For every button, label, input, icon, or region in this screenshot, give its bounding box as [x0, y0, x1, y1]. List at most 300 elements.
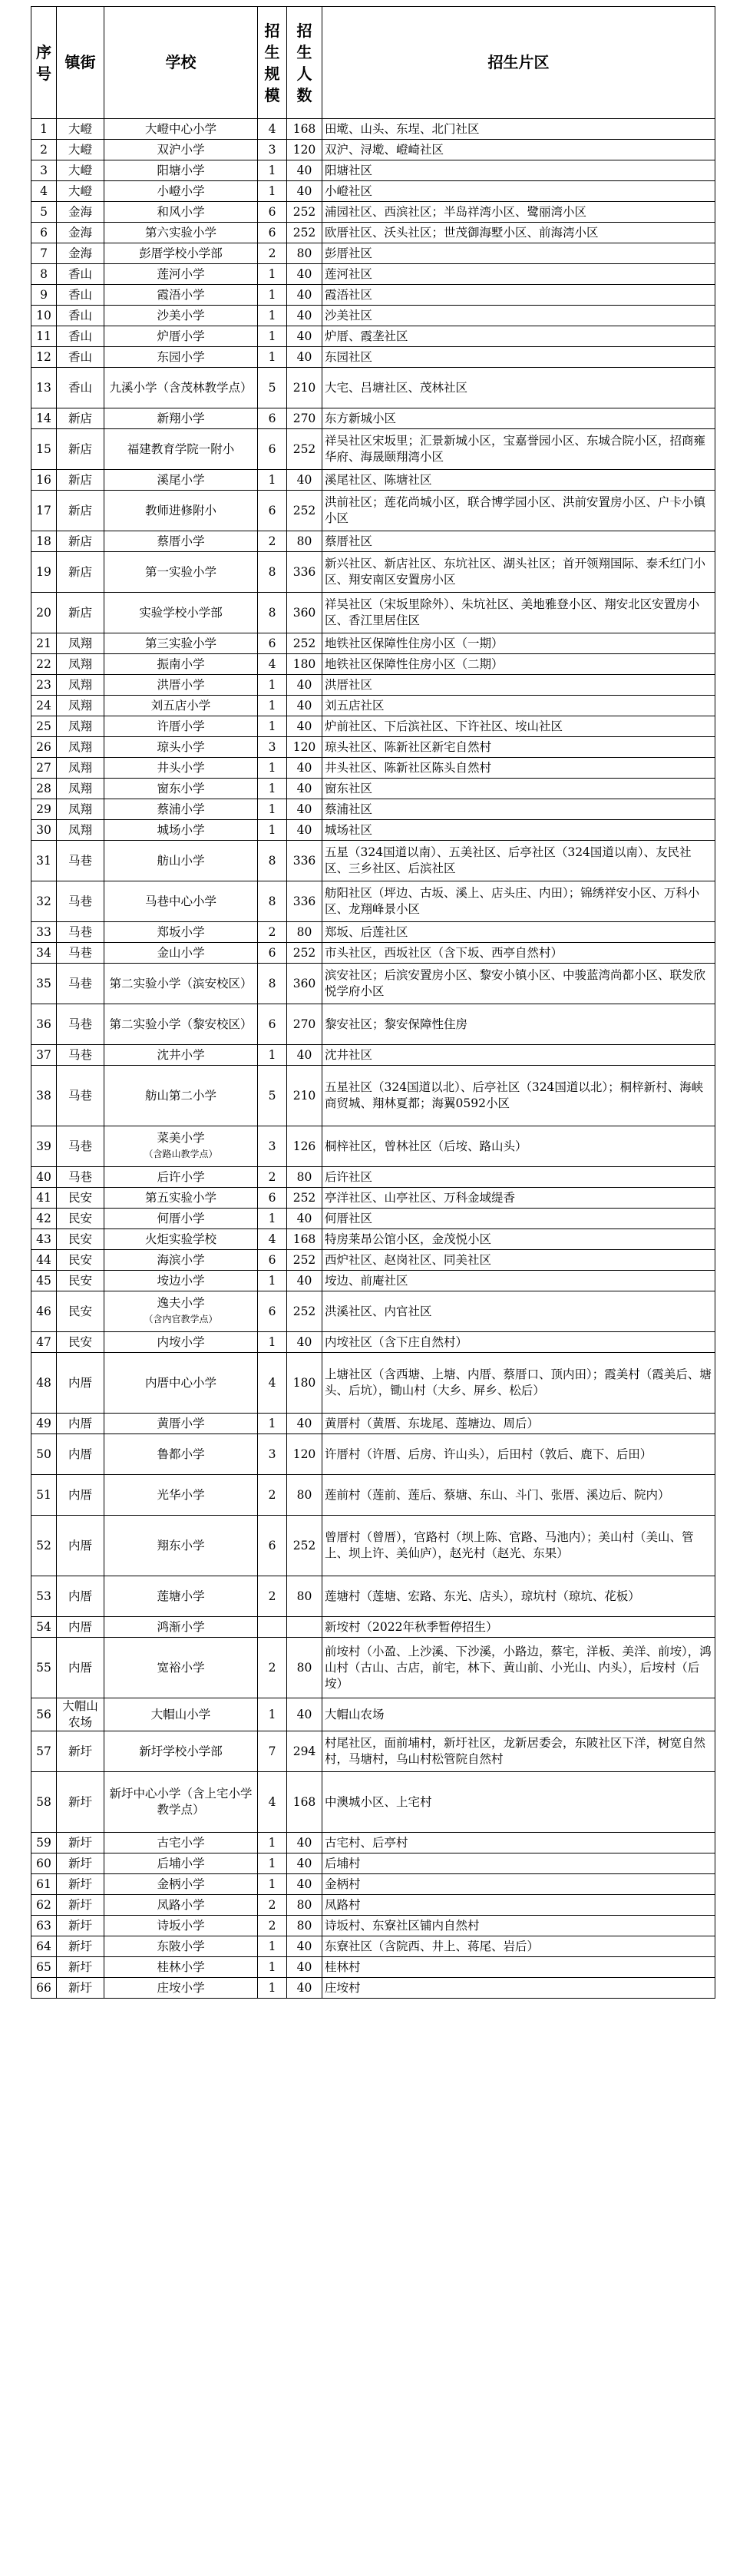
row-no: 34	[31, 943, 57, 964]
row-area: 地铁社区保障性住房小区（二期）	[322, 654, 715, 675]
row-no: 3	[31, 160, 57, 181]
row-school: 彭厝学校小学部	[104, 243, 258, 264]
table-row	[31, 285, 715, 306]
row-count: 252	[287, 943, 322, 964]
row-school: 垵边小学	[104, 1271, 258, 1291]
table-row	[31, 1209, 715, 1229]
row-count: 210	[287, 368, 322, 408]
row-count: 252	[287, 202, 322, 223]
row-area: 垵边、前庵社区	[322, 1271, 715, 1291]
row-no: 35	[31, 964, 57, 1004]
row-school: 黄厝小学	[104, 1414, 258, 1434]
row-area: 欧厝社区、沃头社区；世茂御海墅小区、前海湾小区	[322, 223, 715, 243]
row-scale: 8	[258, 964, 287, 1004]
row-no: 27	[31, 758, 57, 779]
table-row	[31, 1978, 715, 1999]
row-area: 古宅村、后亭村	[322, 1833, 715, 1853]
row-count: 252	[287, 633, 322, 654]
table-body	[31, 119, 715, 1999]
row-school: 九溪小学（含茂林教学点）	[104, 368, 258, 408]
row-count: 270	[287, 408, 322, 429]
row-scale: 1	[258, 264, 287, 285]
row-no: 22	[31, 654, 57, 675]
row-school: 古宅小学	[104, 1833, 258, 1853]
table-row	[31, 799, 715, 820]
row-school: 窗东小学	[104, 779, 258, 799]
row-school: 新圩学校小学部	[104, 1731, 258, 1772]
row-town: 香山	[57, 285, 104, 306]
row-scale: 1	[258, 1271, 287, 1291]
row-area: 阳塘社区	[322, 160, 715, 181]
row-area: 村尾社区，面前埔村，新圩社区，龙新居委会，东陂社区下洋，树宽自然村，马塘村，乌山村松管院自然村	[322, 1731, 715, 1772]
table-row	[31, 1638, 715, 1698]
row-town: 大嶝	[57, 160, 104, 181]
row-area: 洪溪社区、内官社区	[322, 1291, 715, 1332]
table-row	[31, 119, 715, 140]
row-no: 25	[31, 716, 57, 737]
row-town: 内厝	[57, 1475, 104, 1516]
row-school: 霞浯小学	[104, 285, 258, 306]
row-scale: 3	[258, 140, 287, 160]
row-area: 彭厝社区	[322, 243, 715, 264]
row-area: 黎安社区；黎安保障性住房	[322, 1004, 715, 1045]
row-town: 内厝	[57, 1516, 104, 1576]
row-no: 55	[31, 1638, 57, 1698]
row-area: 炉厝、霞垄社区	[322, 326, 715, 347]
row-area: 特房莱昂公馆小区，金茂悦小区	[322, 1229, 715, 1250]
row-school: 刘五店小学	[104, 696, 258, 716]
row-scale: 4	[258, 1772, 287, 1833]
row-scale: 1	[258, 675, 287, 696]
row-school: 鸿渐小学	[104, 1617, 258, 1638]
row-scale: 1	[258, 1332, 287, 1353]
row-count: 80	[287, 1576, 322, 1617]
row-count: 80	[287, 243, 322, 264]
table-row	[31, 922, 715, 943]
row-school: 后许小学	[104, 1167, 258, 1188]
row-no: 29	[31, 799, 57, 820]
table-row	[31, 1895, 715, 1916]
row-count: 40	[287, 1332, 322, 1353]
row-town: 金海	[57, 202, 104, 223]
row-town: 香山	[57, 347, 104, 368]
row-school: 庄垵小学	[104, 1978, 258, 1999]
row-no: 42	[31, 1209, 57, 1229]
row-scale: 5	[258, 1066, 287, 1126]
row-town: 凤翔	[57, 633, 104, 654]
table-row	[31, 758, 715, 779]
row-no: 43	[31, 1229, 57, 1250]
row-area: 桐梓社区，曾林社区（后垵、路山头）	[322, 1126, 715, 1167]
row-count: 40	[287, 285, 322, 306]
row-town: 凤翔	[57, 799, 104, 820]
row-no: 24	[31, 696, 57, 716]
row-no: 51	[31, 1475, 57, 1516]
row-no: 44	[31, 1250, 57, 1271]
row-town: 民安	[57, 1250, 104, 1271]
table-row	[31, 881, 715, 922]
row-town: 新店	[57, 408, 104, 429]
row-no: 30	[31, 820, 57, 841]
row-area: 曾厝村（曾厝），官路村（坝上陈、官路、马池内）；美山村（美山、管上、坝上许、美仙庐），赵光村（赵光、东果）	[322, 1516, 715, 1576]
table-row	[31, 552, 715, 593]
row-school: 第六实验小学	[104, 223, 258, 243]
row-school: 井头小学	[104, 758, 258, 779]
row-school	[104, 1291, 258, 1332]
row-school: 马巷中心小学	[104, 881, 258, 922]
row-no: 60	[31, 1853, 57, 1874]
row-town: 大嶝	[57, 181, 104, 202]
table-row	[31, 675, 715, 696]
row-no: 63	[31, 1916, 57, 1936]
row-area: 莲河社区	[322, 264, 715, 285]
row-count: 40	[287, 306, 322, 326]
row-count: 168	[287, 1229, 322, 1250]
row-school: 海滨小学	[104, 1250, 258, 1271]
row-school: 阳塘小学	[104, 160, 258, 181]
row-town: 大嶝	[57, 119, 104, 140]
row-area: 后埔村	[322, 1853, 715, 1874]
row-count: 252	[287, 223, 322, 243]
row-no: 16	[31, 470, 57, 491]
row-area: 祥吴社区（宋坂里除外）、朱坑社区、美地雅登小区、翔安北区安置房小区、香江里居住区	[322, 593, 715, 633]
table-row	[31, 160, 715, 181]
table-row	[31, 306, 715, 326]
row-no: 38	[31, 1066, 57, 1126]
row-count: 40	[287, 264, 322, 285]
row-scale: 8	[258, 552, 287, 593]
row-area: 莲塘村（莲塘、宏路、东光、店头），琼坑村（琼坑、花板）	[322, 1576, 715, 1617]
row-area: 金柄村	[322, 1874, 715, 1895]
row-scale: 6	[258, 943, 287, 964]
row-school: 第一实验小学	[104, 552, 258, 593]
row-school: 双沪小学	[104, 140, 258, 160]
row-no: 2	[31, 140, 57, 160]
row-town: 内厝	[57, 1434, 104, 1475]
row-town: 马巷	[57, 1167, 104, 1188]
row-no: 7	[31, 243, 57, 264]
row-count: 40	[287, 1853, 322, 1874]
table-row	[31, 1617, 715, 1638]
table-row	[31, 964, 715, 1004]
table-row	[31, 1772, 715, 1833]
row-area: 诗坂村、东寮社区铺内自然村	[322, 1916, 715, 1936]
row-no: 23	[31, 675, 57, 696]
row-no: 47	[31, 1332, 57, 1353]
row-area: 井头社区、陈新社区陈头自然村	[322, 758, 715, 779]
row-scale: 6	[258, 408, 287, 429]
row-area: 浦园社区、西滨社区；半岛祥湾小区、鹭丽湾小区	[322, 202, 715, 223]
row-scale: 4	[258, 1353, 287, 1414]
row-scale: 1	[258, 820, 287, 841]
row-area: 新垵村（2022年秋季暂停招生）	[322, 1617, 715, 1638]
row-no: 11	[31, 326, 57, 347]
table-row	[31, 1271, 715, 1291]
row-count: 80	[287, 1638, 322, 1698]
row-count: 40	[287, 326, 322, 347]
row-scale: 2	[258, 1475, 287, 1516]
school-subtitle: （含路山教学点）	[144, 1149, 218, 1159]
header-count: 招生人数	[287, 7, 322, 119]
row-town: 马巷	[57, 1004, 104, 1045]
table-header	[31, 7, 715, 119]
table-row	[31, 654, 715, 675]
row-town: 新店	[57, 429, 104, 470]
row-town: 马巷	[57, 881, 104, 922]
row-school: 和风小学	[104, 202, 258, 223]
row-area: 西炉社区、赵岗社区、同美社区	[322, 1250, 715, 1271]
row-school: 洪厝小学	[104, 675, 258, 696]
row-area: 双沪、浔墘、嶝崎社区	[322, 140, 715, 160]
row-count: 40	[287, 1936, 322, 1957]
table-row	[31, 1045, 715, 1066]
row-school: 许厝小学	[104, 716, 258, 737]
row-school: 金山小学	[104, 943, 258, 964]
row-town: 新店	[57, 531, 104, 552]
row-scale: 2	[258, 243, 287, 264]
table-row	[31, 1434, 715, 1475]
table-row	[31, 1916, 715, 1936]
row-school: 第二实验小学（黎安校区）	[104, 1004, 258, 1045]
row-school: 宽裕小学	[104, 1638, 258, 1698]
row-scale: 2	[258, 1576, 287, 1617]
table-row	[31, 470, 715, 491]
row-scale: 1	[258, 758, 287, 779]
row-scale: 6	[258, 633, 287, 654]
row-school: 何厝小学	[104, 1209, 258, 1229]
row-town: 金海	[57, 223, 104, 243]
row-school	[104, 1126, 258, 1167]
row-town: 新圩	[57, 1916, 104, 1936]
school-name: 菜美小学	[157, 1131, 205, 1145]
row-town: 大帽山农场	[57, 1698, 104, 1731]
table-row	[31, 841, 715, 881]
row-town: 新圩	[57, 1853, 104, 1874]
row-no: 56	[31, 1698, 57, 1731]
row-scale: 2	[258, 1916, 287, 1936]
row-school: 蔡厝小学	[104, 531, 258, 552]
row-no: 66	[31, 1978, 57, 1999]
row-town: 民安	[57, 1188, 104, 1209]
row-count: 120	[287, 737, 322, 758]
row-no: 19	[31, 552, 57, 593]
row-town: 凤翔	[57, 737, 104, 758]
row-count: 270	[287, 1004, 322, 1045]
row-school: 桂林小学	[104, 1957, 258, 1978]
row-school: 琼头小学	[104, 737, 258, 758]
row-area: 桂林村	[322, 1957, 715, 1978]
row-scale: 6	[258, 1004, 287, 1045]
row-town: 新圩	[57, 1957, 104, 1978]
row-scale: 4	[258, 119, 287, 140]
row-count: 210	[287, 1066, 322, 1126]
row-scale: 1	[258, 1874, 287, 1895]
row-no: 6	[31, 223, 57, 243]
row-no: 9	[31, 285, 57, 306]
row-town: 新圩	[57, 1936, 104, 1957]
row-scale: 3	[258, 1126, 287, 1167]
row-count: 252	[287, 1291, 322, 1332]
row-school: 教师进修附小	[104, 491, 258, 531]
row-no: 33	[31, 922, 57, 943]
row-no: 13	[31, 368, 57, 408]
row-no: 52	[31, 1516, 57, 1576]
row-no: 53	[31, 1576, 57, 1617]
row-count: 40	[287, 1874, 322, 1895]
table-row	[31, 1833, 715, 1853]
header-no: 序号	[31, 7, 57, 119]
row-area: 小嶝社区	[322, 181, 715, 202]
row-school: 火炬实验学校	[104, 1229, 258, 1250]
row-count: 336	[287, 841, 322, 881]
row-no: 10	[31, 306, 57, 326]
row-school: 翔东小学	[104, 1516, 258, 1576]
row-school: 凤路小学	[104, 1895, 258, 1916]
table-row	[31, 820, 715, 841]
row-count: 336	[287, 881, 322, 922]
header-area: 招生片区	[322, 7, 715, 119]
table-row	[31, 181, 715, 202]
row-area: 中澳城小区、上宅村	[322, 1772, 715, 1833]
row-town: 马巷	[57, 943, 104, 964]
table-row	[31, 633, 715, 654]
row-no: 26	[31, 737, 57, 758]
row-no: 36	[31, 1004, 57, 1045]
row-area: 祥吴社区宋坂里；汇景新城小区，宝嘉誉园小区、东城合院小区，招商雍华府、海晟颐翔湾小区	[322, 429, 715, 470]
row-no: 59	[31, 1833, 57, 1853]
row-area: 窗东社区	[322, 779, 715, 799]
row-count: 168	[287, 119, 322, 140]
row-count: 40	[287, 181, 322, 202]
table-row	[31, 716, 715, 737]
row-scale: 1	[258, 347, 287, 368]
row-scale: 1	[258, 1978, 287, 1999]
row-count	[287, 1617, 322, 1638]
row-town: 凤翔	[57, 654, 104, 675]
row-scale: 2	[258, 1167, 287, 1188]
row-scale: 6	[258, 202, 287, 223]
row-count: 40	[287, 1957, 322, 1978]
row-scale: 1	[258, 1957, 287, 1978]
row-town: 民安	[57, 1291, 104, 1332]
table-row	[31, 1698, 715, 1731]
row-count: 40	[287, 1833, 322, 1853]
row-school: 大帽山小学	[104, 1698, 258, 1731]
row-scale: 1	[258, 470, 287, 491]
row-no: 54	[31, 1617, 57, 1638]
row-count: 180	[287, 1353, 322, 1414]
row-scale: 8	[258, 593, 287, 633]
row-count: 80	[287, 1167, 322, 1188]
row-town: 凤翔	[57, 779, 104, 799]
row-town: 新圩	[57, 1731, 104, 1772]
row-town: 新圩	[57, 1874, 104, 1895]
row-no: 5	[31, 202, 57, 223]
row-town: 新圩	[57, 1895, 104, 1916]
row-area: 大宅、吕塘社区、茂林社区	[322, 368, 715, 408]
table-row	[31, 737, 715, 758]
row-no: 65	[31, 1957, 57, 1978]
row-scale: 1	[258, 160, 287, 181]
row-scale: 3	[258, 1434, 287, 1475]
table-row	[31, 1229, 715, 1250]
row-area: 田墘、山头、东埕、北门社区	[322, 119, 715, 140]
row-count: 40	[287, 1271, 322, 1291]
header-scale: 招生规模	[258, 7, 287, 119]
row-count: 126	[287, 1126, 322, 1167]
row-no: 40	[31, 1167, 57, 1188]
row-town: 内厝	[57, 1576, 104, 1617]
row-school: 小嶝小学	[104, 181, 258, 202]
row-no: 1	[31, 119, 57, 140]
table-row	[31, 1475, 715, 1516]
row-scale: 6	[258, 1516, 287, 1576]
row-area: 五星（324国道以南）、五美社区、后亭社区（324国道以南）、友民社区、三乡社区、后滨社区	[322, 841, 715, 881]
row-area: 蔡厝社区	[322, 531, 715, 552]
row-school: 振南小学	[104, 654, 258, 675]
row-scale: 6	[258, 223, 287, 243]
row-town: 香山	[57, 326, 104, 347]
row-no: 62	[31, 1895, 57, 1916]
table-row	[31, 943, 715, 964]
row-no: 58	[31, 1772, 57, 1833]
row-scale: 2	[258, 1895, 287, 1916]
row-school: 福建教育学院一附小	[104, 429, 258, 470]
row-school: 沙美小学	[104, 306, 258, 326]
row-town: 民安	[57, 1271, 104, 1291]
table-row	[31, 223, 715, 243]
row-town: 新店	[57, 593, 104, 633]
row-town: 香山	[57, 306, 104, 326]
row-scale: 1	[258, 285, 287, 306]
row-count: 180	[287, 654, 322, 675]
row-area: 亭洋社区、山亭社区、万科金域缇香	[322, 1188, 715, 1209]
enrollment-table	[31, 6, 715, 1999]
row-count: 336	[287, 552, 322, 593]
table-row	[31, 368, 715, 408]
row-scale: 1	[258, 1936, 287, 1957]
row-count: 252	[287, 491, 322, 531]
row-count: 168	[287, 1772, 322, 1833]
table-row	[31, 1516, 715, 1576]
row-scale: 1	[258, 181, 287, 202]
row-scale: 8	[258, 841, 287, 881]
row-area: 市头社区，西坂社区（含下坂、西亭自然村）	[322, 943, 715, 964]
row-area: 东方新城小区	[322, 408, 715, 429]
row-no: 20	[31, 593, 57, 633]
row-scale: 4	[258, 1229, 287, 1250]
row-count: 40	[287, 1978, 322, 1999]
row-no: 17	[31, 491, 57, 531]
row-town: 金海	[57, 243, 104, 264]
row-count: 40	[287, 758, 322, 779]
row-count: 40	[287, 1414, 322, 1434]
row-scale: 1	[258, 1853, 287, 1874]
row-count: 40	[287, 160, 322, 181]
row-area: 琼头社区、陈新社区新宅自然村	[322, 737, 715, 758]
row-town: 凤翔	[57, 758, 104, 779]
row-town: 民安	[57, 1229, 104, 1250]
row-scale: 2	[258, 1638, 287, 1698]
row-no: 45	[31, 1271, 57, 1291]
row-scale: 6	[258, 1291, 287, 1332]
row-town: 马巷	[57, 964, 104, 1004]
row-area: 前垵村（小盈、上沙溪、下沙溪，小路边，蔡宅，洋板、美洋、前垵），鸿山村（古山、古店，前宅，林下、黄山前、小光山、内头），后垵村（后垵）	[322, 1638, 715, 1698]
row-area: 五星社区（324国道以北）、后亭社区（324国道以北）；桐梓新村、海峡商贸城、翔林夏都；海翼0592小区	[322, 1066, 715, 1126]
row-scale: 6	[258, 429, 287, 470]
table-row	[31, 1167, 715, 1188]
row-scale: 1	[258, 1833, 287, 1853]
